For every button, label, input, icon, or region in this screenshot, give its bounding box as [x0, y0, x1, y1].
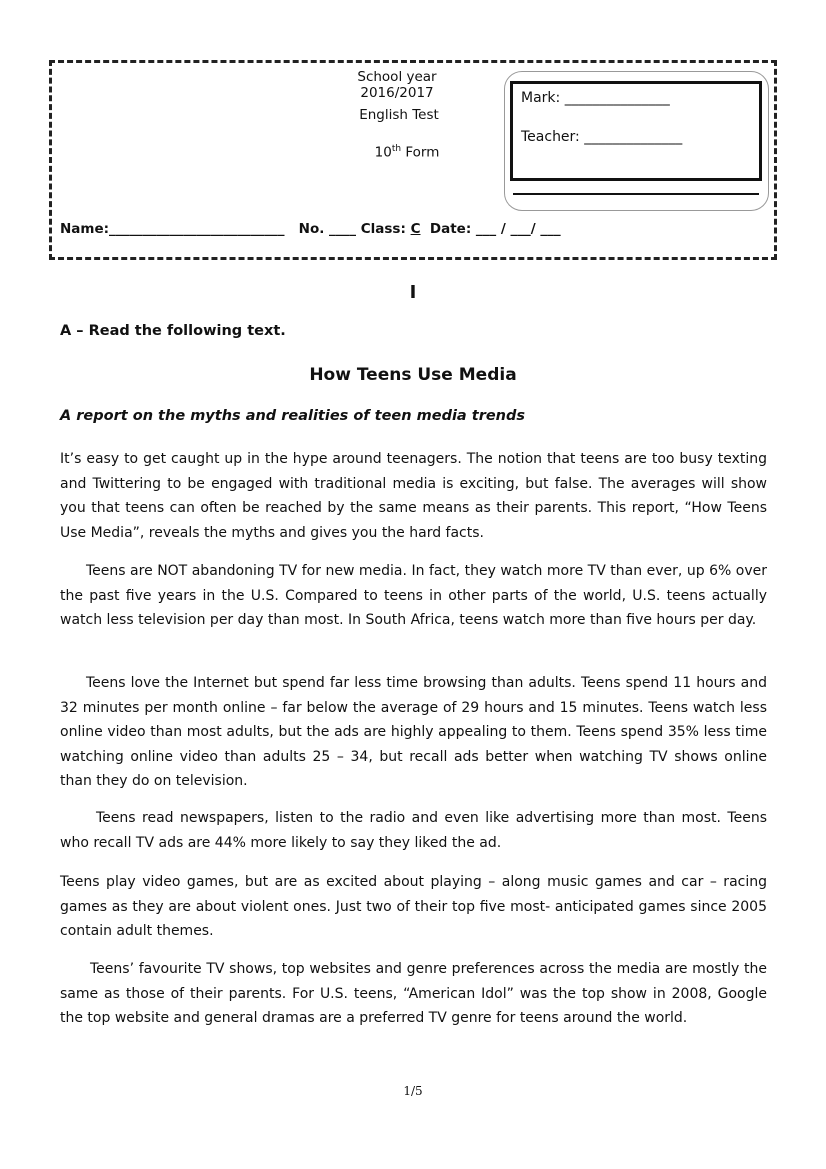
form-number: 10 [374, 144, 392, 161]
class-value: C [410, 221, 421, 237]
paragraph-6: Teens’ favourite TV shows, top websites and genre preferences across the media are mostly the same as those of their parents. For U.S. teens, “American Idol” was the top show in 2008, Google the top website and general dramas are a preferred TV genre for teens around the world. [60, 961, 767, 1026]
paragraph-3: Teens love the Internet but spend far less time browsing than adults. Teens spend 11 hours and 32 minutes per month online – far below the average of 29 hours and 15 minutes. Teens watch less online video than most adults, but the ads are highly appealing to them. Teens spend 35% less time watching online video than adults 25 – 34, but recall ads better when watching TV shows online than they do on television. [60, 675, 767, 789]
name-field[interactable]: __________________________ [109, 221, 285, 237]
mark-divider [513, 193, 759, 195]
article-title: How Teens Use Media [309, 365, 517, 385]
date-field[interactable]: Date: ___ / ___/ ___ [429, 221, 561, 237]
form-suffix: th [391, 144, 402, 154]
number-field[interactable]: No. ____ [298, 221, 357, 237]
teacher-field[interactable]: Teacher: ______________ [521, 129, 683, 145]
page-number: 1/5 [403, 1084, 423, 1098]
article-subtitle: A report on the myths and realities of teen media trends [60, 408, 526, 424]
school-year: School year 2016/2017 [357, 69, 437, 101]
student-info-row [60, 221, 561, 237]
paragraph-2: Teens are NOT abandoning TV for new media. In fact, they watch more TV than ever, up 6% over the past five years in the U.S. Compared to teens in other parts of the world, U.S. teens actually watch less television per day than most. In South Africa, teens watch more than five hours per day. [60, 563, 767, 628]
class-label: Class: [360, 221, 406, 237]
mark-field[interactable]: Mark: _______________ [521, 90, 670, 106]
paragraph-5: Teens play video games, but are as excited about playing – along music games and car – racing games as they are about violent ones. Just two of their top five most- anticipated games since 2005 contain adult themes. [60, 874, 767, 939]
test-title: English Test [359, 107, 439, 123]
form-word: Form [401, 144, 440, 161]
name-label: Name: [60, 221, 110, 237]
paragraph-4: Teens read newspapers, listen to the radio and even like advertising more than most. Teens who recall TV ads are 44% more likely to say they liked the ad. [60, 810, 767, 851]
instruction-heading: A – Read the following text. [60, 323, 286, 339]
paragraph-1: It’s easy to get caught up in the hype around teenagers. The notion that teens are too busy texting and Twittering to be engaged with traditional media is exciting, but false. The averages will show you that teens can often be reached by the same means as their parents. This report, “How Teens Use Media”, reveals the myths and gives you the hard facts. [60, 451, 767, 541]
mark-box [510, 81, 762, 181]
header-box [49, 60, 777, 260]
section-number: I [409, 282, 417, 303]
form-level [357, 144, 457, 161]
